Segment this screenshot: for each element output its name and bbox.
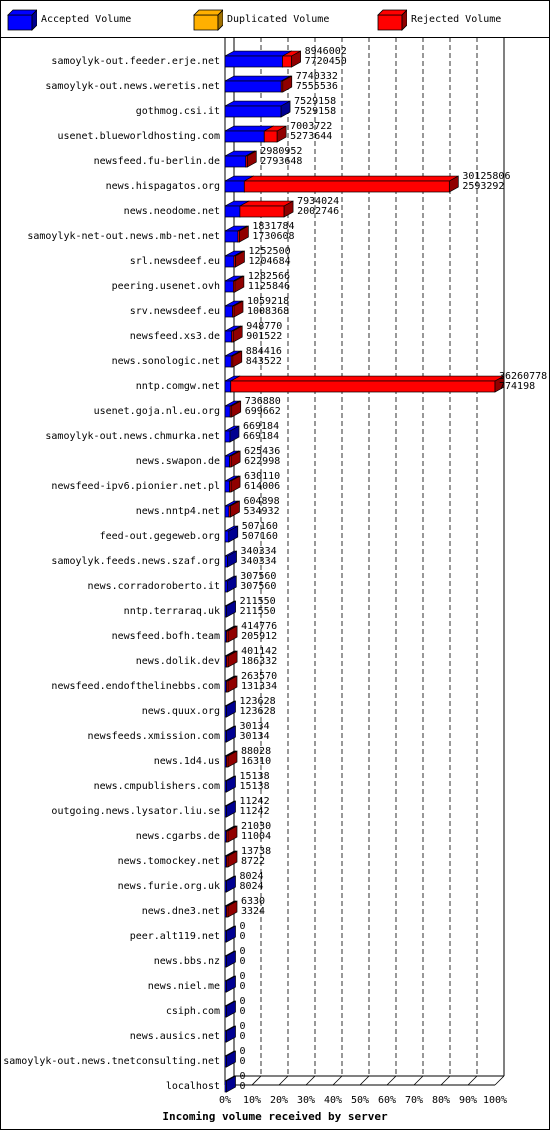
bar-rejected-front: [264, 131, 277, 142]
tick-mark: [306, 1076, 315, 1085]
data-label-accepted: 7720450: [304, 56, 347, 67]
data-label-accepted: 901522: [246, 331, 283, 342]
bar-accepted-front: [225, 506, 229, 517]
data-label-total: 6330: [241, 896, 266, 907]
data-label-total: 948770: [246, 321, 283, 332]
x-tick-label: 70%: [404, 1095, 424, 1106]
tick-mark: [252, 1076, 261, 1085]
legend-label-accepted: Accepted Volume: [41, 14, 132, 25]
data-label-total: 2980952: [260, 146, 303, 157]
data-label-total: 604898: [243, 496, 280, 507]
category-label: newsfeed.xs3.de: [129, 331, 220, 342]
x-tick-label: 60%: [377, 1095, 397, 1106]
bar-accepted-front: [225, 106, 281, 117]
data-label-accepted: 1125846: [247, 281, 291, 292]
data-label-total: 414776: [241, 621, 278, 632]
category-label: news.neodome.net: [123, 206, 220, 217]
data-label-accepted: 7529158: [294, 106, 337, 117]
category-label: outgoing.news.lysator.liu.se: [51, 806, 220, 817]
category-label: newsfeed.fu-berlin.de: [93, 156, 220, 167]
data-label-accepted: 669184: [242, 431, 280, 442]
category-label: news.corradoroberto.it: [87, 581, 220, 592]
data-label-total: 36260778: [499, 371, 548, 382]
category-label: news.nntp4.net: [135, 506, 220, 517]
tick-mark: [441, 1076, 450, 1085]
x-axis-title: Incoming volume received by server: [162, 1110, 388, 1123]
bar-accepted-front: [225, 531, 229, 542]
x-tick-label: 50%: [350, 1095, 370, 1106]
category-label: news.tomockey.net: [117, 856, 220, 867]
data-label-accepted: 622998: [244, 456, 281, 467]
bar-accepted-front: [225, 356, 231, 367]
category-label: news.niel.me: [147, 981, 220, 992]
category-label: newsfeed.bofh.team: [111, 631, 220, 642]
bar-accepted-front: [225, 481, 230, 492]
bar-rejected-top: [231, 376, 504, 381]
data-label-accepted: 0: [239, 1081, 246, 1092]
data-label-accepted: 2002746: [297, 206, 340, 217]
category-label: samoylyk-out.news.chmurka.net: [45, 431, 220, 442]
data-label-accepted: 211550: [239, 606, 276, 617]
data-label-accepted: 0: [239, 956, 246, 967]
data-label-accepted: 123628: [239, 706, 276, 717]
data-label-accepted: 1730608: [252, 231, 295, 242]
data-label-total: 7740332: [295, 71, 338, 82]
data-label-total: 263570: [241, 671, 278, 682]
data-label-total: 1059218: [247, 296, 290, 307]
data-label-total: 0: [239, 921, 246, 932]
data-label-total: 401142: [241, 646, 278, 657]
category-label: news.1d4.us: [153, 756, 220, 767]
data-label-total: 0: [239, 1021, 246, 1032]
x-tick-label: 0%: [218, 1095, 232, 1106]
data-label-accepted: 30134: [239, 731, 270, 742]
bar-rejected-front: [240, 206, 284, 217]
category-label: usenet.goja.nl.eu.org: [93, 406, 220, 417]
data-label-accepted: 11242: [239, 806, 270, 817]
category-label: samoylyk-out.news.tnetconsulting.net: [3, 1056, 220, 1067]
data-label-accepted: 205912: [241, 631, 278, 642]
data-label-accepted: 186332: [241, 656, 278, 667]
tick-mark: [495, 1076, 504, 1085]
bar-accepted-front: [225, 431, 230, 442]
data-label-total: 0: [239, 1071, 246, 1082]
bar-rejected-front: [244, 181, 449, 192]
bar-accepted-front: [225, 306, 233, 317]
data-label-accepted: 307560: [240, 581, 277, 592]
data-label-accepted: 131334: [241, 681, 278, 692]
data-label-total: 11242: [239, 796, 270, 807]
tick-mark: [333, 1076, 342, 1085]
category-label: newsfeed-ipv6.pionier.net.pl: [51, 481, 220, 492]
tick-mark: [279, 1076, 288, 1085]
data-label-accepted: 0: [239, 1006, 246, 1017]
bar-rejected-front: [231, 381, 495, 392]
category-label: peering.usenet.ovh: [111, 281, 220, 292]
bar-accepted-front: [225, 131, 264, 142]
volume-bar-chart: [1, 1, 549, 1129]
category-label: feed-out.gegeweb.org: [99, 531, 220, 542]
data-label-total: 1252500: [248, 246, 291, 257]
legend-label-rejected: Rejected Volume: [411, 14, 502, 25]
category-label: news.dolik.dev: [135, 656, 220, 667]
data-label-total: 15138: [239, 771, 270, 782]
category-label: newsfeed.endofthelinebbs.com: [51, 681, 220, 692]
data-label-accepted: 507160: [241, 531, 278, 542]
data-label-total: 7529158: [294, 96, 337, 107]
bar-accepted-top: [225, 51, 291, 56]
bar-accepted-top: [225, 76, 290, 81]
data-label-total: 13738: [241, 846, 272, 857]
x-tick-label: 40%: [323, 1095, 343, 1106]
category-label: news.bbs.nz: [153, 956, 220, 967]
data-label-accepted: 3324: [241, 906, 266, 917]
data-label-total: 884416: [245, 346, 282, 357]
data-label-accepted: 0: [239, 1056, 246, 1067]
bar-accepted-side: [227, 576, 236, 592]
category-label: news.quux.org: [141, 706, 220, 717]
data-label-total: 0: [239, 946, 246, 957]
category-label: usenet.blueworldhosting.com: [57, 131, 220, 142]
data-label-total: 736880: [244, 396, 281, 407]
category-label: news.sonologic.net: [111, 356, 220, 367]
x-tick-label: 10%: [242, 1095, 262, 1106]
bar-accepted-front: [225, 156, 246, 167]
x-tick-label: 90%: [458, 1095, 478, 1106]
data-label-accepted: 8024: [239, 881, 264, 892]
data-label-accepted: 340334: [240, 556, 277, 567]
data-label-total: 30125806: [462, 171, 511, 182]
category-label: localhost: [165, 1081, 220, 1092]
bar-accepted-front: [225, 331, 232, 342]
data-label-accepted: 774198: [499, 381, 536, 392]
category-label: samoylyk-net-out.news.mb-net.net: [27, 231, 220, 242]
data-label-accepted: 0: [239, 981, 246, 992]
data-label-accepted: 534932: [243, 506, 280, 517]
bar-accepted-front: [225, 406, 230, 417]
data-label-accepted: 16310: [241, 756, 272, 767]
category-label: srl.newsdeef.eu: [129, 256, 220, 267]
bar-rejected-top: [244, 176, 458, 181]
data-label-accepted: 614006: [244, 481, 281, 492]
data-label-total: 211550: [239, 596, 276, 607]
x-tick-label: 20%: [269, 1095, 289, 1106]
bar-accepted-front: [225, 81, 281, 92]
data-label-total: 340334: [240, 546, 277, 557]
data-label-total: 8024: [239, 871, 264, 882]
data-label-total: 0: [239, 1046, 246, 1057]
category-label: nntp.terraraq.uk: [123, 606, 220, 617]
x-tick-label: 30%: [296, 1095, 316, 1106]
data-label-total: 507160: [241, 521, 278, 532]
bar-accepted-front: [225, 456, 230, 467]
data-label-accepted: 15138: [239, 781, 270, 792]
data-label-total: 30134: [239, 721, 270, 732]
category-label: samoylyk-out.feeder.erje.net: [51, 56, 220, 67]
category-label: samoylyk-out.news.weretis.net: [45, 81, 220, 92]
data-label-accepted: 1204684: [248, 256, 291, 267]
category-label: newsfeeds.xmission.com: [87, 731, 220, 742]
data-label-accepted: 2593292: [462, 181, 505, 192]
data-label-total: 0: [239, 996, 246, 1007]
bar-accepted-front: [225, 56, 282, 67]
bar-accepted-side: [227, 1076, 236, 1092]
category-label: nntp.comgw.net: [135, 381, 220, 392]
data-label-total: 7003722: [290, 121, 333, 132]
category-label: news.swapon.de: [135, 456, 220, 467]
data-label-total: 21030: [241, 821, 272, 832]
bar-accepted-side: [228, 551, 237, 567]
data-label-total: 8946002: [304, 46, 347, 57]
tick-mark: [468, 1076, 477, 1085]
data-label-total: 0: [239, 971, 246, 982]
category-label: news.cgarbs.de: [135, 831, 220, 842]
tick-mark: [360, 1076, 369, 1085]
bar-accepted-front: [225, 231, 238, 242]
data-label-accepted: 843522: [245, 356, 282, 367]
bar-accepted-front: [225, 556, 228, 567]
category-label: srv.newsdeef.eu: [129, 306, 220, 317]
category-label: csiph.com: [165, 1006, 220, 1017]
x-tick-label: 100%: [482, 1095, 508, 1106]
data-label-accepted: 0: [239, 1031, 246, 1042]
legend-label-duplicated: Duplicated Volume: [227, 14, 330, 25]
bar-rejected-front: [282, 56, 291, 67]
bar-accepted-top: [225, 101, 290, 106]
category-label: news.ausics.net: [129, 1031, 220, 1042]
category-label: news.furie.org.uk: [117, 881, 220, 892]
bar-accepted-front: [225, 256, 234, 267]
category-label: news.dne3.net: [141, 906, 220, 917]
data-label-total: 7934024: [297, 196, 340, 207]
data-label-accepted: 8722: [241, 856, 266, 867]
category-label: news.hispagatos.org: [105, 181, 220, 192]
data-label-total: 669184: [242, 421, 280, 432]
data-label-total: 1831784: [252, 221, 295, 232]
data-label-accepted: 11004: [241, 831, 272, 842]
tick-mark: [414, 1076, 423, 1085]
data-label-total: 307560: [240, 571, 277, 582]
bar-accepted-front: [225, 181, 244, 192]
data-label-accepted: 2793648: [260, 156, 303, 167]
data-label-accepted: 0: [239, 931, 246, 942]
data-label-total: 88028: [241, 746, 272, 757]
x-tick-label: 80%: [431, 1095, 451, 1106]
data-label-accepted: 5273644: [290, 131, 333, 142]
tick-mark: [387, 1076, 396, 1085]
data-label-total: 625436: [244, 446, 281, 457]
data-label-total: 1282566: [247, 271, 291, 282]
bar-accepted-front: [225, 206, 240, 217]
category-label: gothmog.csi.it: [135, 106, 220, 117]
data-label-accepted: 699662: [244, 406, 281, 417]
data-label-accepted: 1008368: [247, 306, 290, 317]
data-label-total: 123628: [239, 696, 276, 707]
category-label: peer.alt119.net: [129, 931, 220, 942]
category-label: news.cmpublishers.com: [93, 781, 220, 792]
bar-accepted-front: [225, 381, 231, 392]
bar-accepted-front: [225, 281, 233, 292]
data-label-total: 630110: [244, 471, 281, 482]
data-label-accepted: 7555536: [295, 81, 338, 92]
category-label: samoylyk.feeds.news.szaf.org: [51, 556, 220, 567]
